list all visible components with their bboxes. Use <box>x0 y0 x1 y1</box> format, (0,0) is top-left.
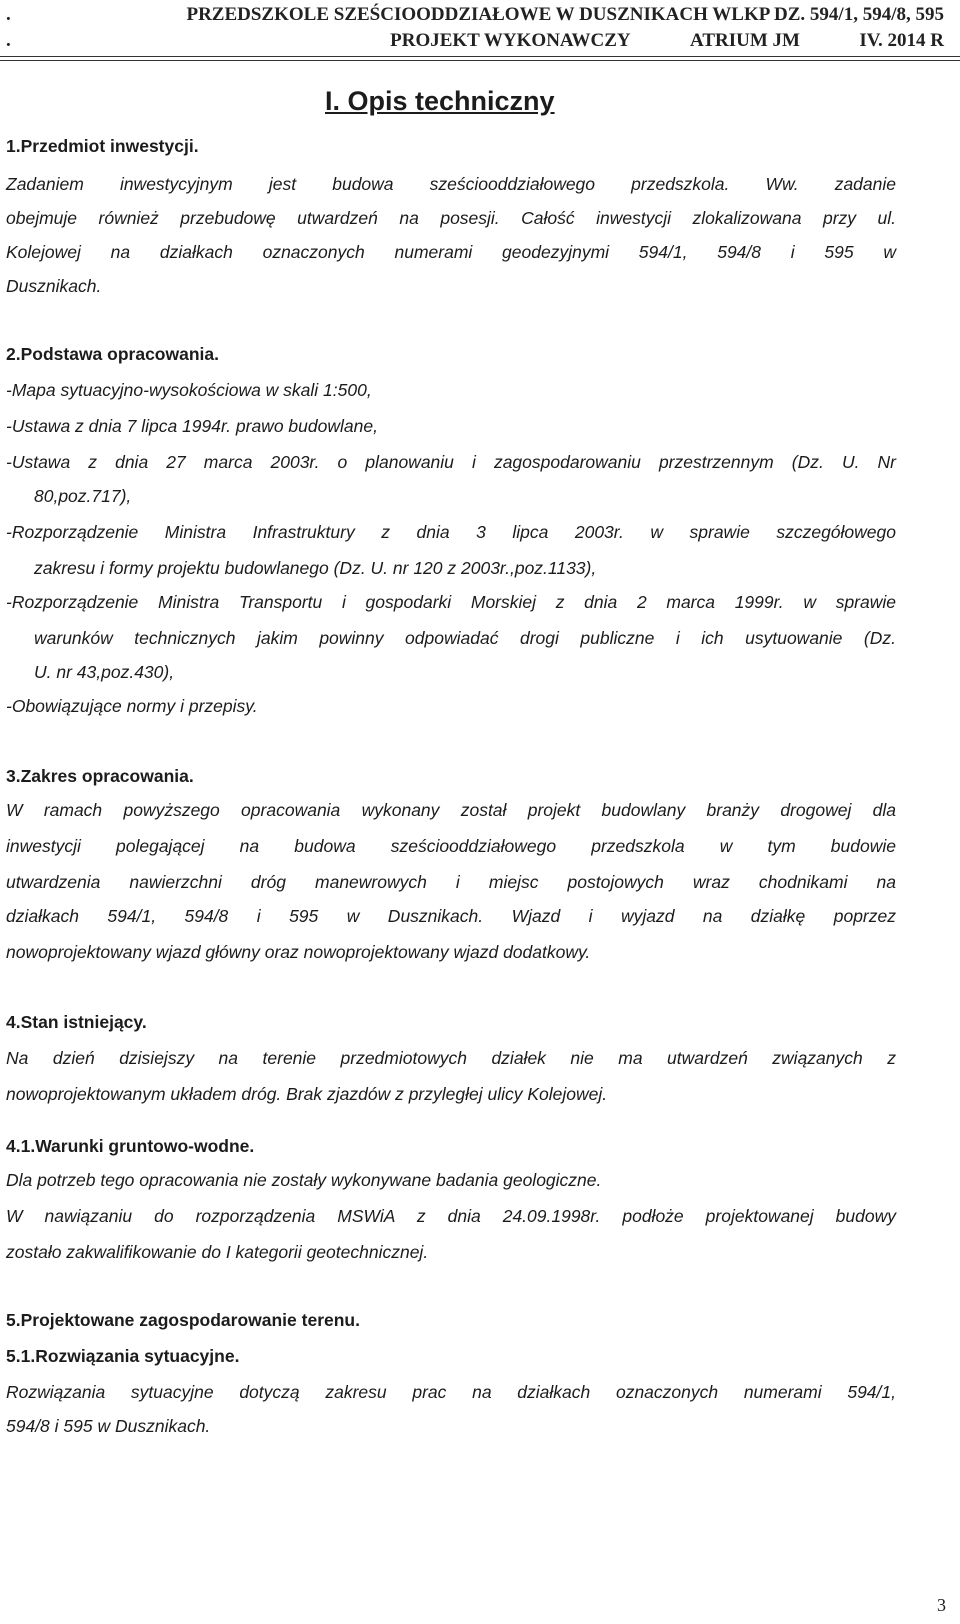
section-2-heading: 2.Podstawa opracowania. <box>6 344 219 364</box>
section-3-line-1: W ramach powyższego opracowania wykonany został projekt budowlany branży drogowej dla <box>6 800 896 820</box>
section-2-item-transport-regulation-cont-1: warunków technicznych jakim powinny odpowiadać drogi publiczne i ich usytuowanie (Dz. <box>34 628 896 648</box>
section-2-item-transport-regulation: -Rozporządzenie Ministra Transportu i gospodarki Morskiej z dnia 2 marca 1999r. w sprawie <box>6 592 896 612</box>
section-4-line-2: nowoprojektowanym układem dróg. Brak zjazdów z przyległej ulicy Kolejowej. <box>6 1084 608 1104</box>
section-1-line-2: obejmuje również przebudowę utwardzeń na posesji. Całość inwestycji zlokalizowana przy ul. <box>6 208 896 228</box>
header-line-2 <box>0 28 944 54</box>
page-header <box>0 2 944 54</box>
section-3-line-4: działkach 594/1, 594/8 i 595 w Dusznikach. Wjazd i wyjazd na działkę poprzez <box>6 906 896 926</box>
section-1-line-4: Dusznikach. <box>6 276 102 296</box>
header-dot-1: . <box>6 4 11 25</box>
section-2-item-infrastructure-regulation: -Rozporządzenie Ministra Infrastruktury z dnia 3 lipca 2003r. w sprawie szczegółowego <box>6 522 896 542</box>
section-2-item-building-law: -Ustawa z dnia 7 lipca 1994r. prawo budowlane, <box>6 416 378 436</box>
section-3-heading: 3.Zakres opracowania. <box>6 766 194 786</box>
header-divider <box>0 56 960 61</box>
header-dot-2: . <box>6 30 11 51</box>
section-2-item-infrastructure-regulation-cont: zakresu i formy projektu budowlanego (Dz. U. nr 120 z 2003r.,poz.1133), <box>34 558 597 578</box>
section-4-heading: 4.Stan istniejący. <box>6 1012 147 1032</box>
section-2-item-transport-regulation-cont-2: U. nr 43,poz.430), <box>34 662 175 682</box>
section-1-line-3: Kolejowej na działkach oznaczonych numerami geodezyjnymi 594/1, 594/8 i 595 w <box>6 242 896 262</box>
section-5-1-heading: 5.1.Rozwiązania sytuacyjne. <box>6 1346 240 1366</box>
section-5-1-line-1: Rozwiązania sytuacyjne dotyczą zakresu prac na działkach oznaczonych numerami 594/1, <box>6 1382 896 1402</box>
section-2-item-map: -Mapa sytuacyjno-wysokościowa w skali 1:500, <box>6 380 372 400</box>
header-line-1 <box>0 2 944 28</box>
section-4-line-1: Na dzień dzisiejszy na terenie przedmiotowych działek nie ma utwardzeń związanych z <box>6 1048 896 1068</box>
section-2-item-norms: -Obowiązujące normy i przepisy. <box>6 696 258 716</box>
section-2-item-planning-law: -Ustawa z dnia 27 marca 2003r. o planowaniu i zagospodarowaniu przestrzennym (Dz. U. Nr <box>6 452 896 472</box>
header-author: ATRIUM JM <box>690 30 800 51</box>
header-project-name: PRZEDSZKOLE SZEŚCIOODDZIAŁOWE W DUSZNIKACH WLKP DZ. 594/1, 594/8, 595 <box>186 4 944 25</box>
section-3-line-3: utwardzenia nawierzchni dróg manewrowych i miejsc postojowych wraz chodnikami na <box>6 872 896 892</box>
section-4-1-line-1: Dla potrzeb tego opracowania nie zostały wykonywane badania geologiczne. <box>6 1170 602 1190</box>
section-5-heading: 5.Projektowane zagospodarowanie terenu. <box>6 1310 360 1330</box>
section-4-1-line-3: zostało zakwalifikowanie do I kategorii geotechnicznej. <box>6 1242 429 1262</box>
section-5-1-line-2: 594/8 i 595 w Dusznikach. <box>6 1416 211 1436</box>
section-2-item-planning-law-cont: 80,poz.717), <box>34 486 132 506</box>
section-1-heading: 1.Przedmiot inwestycji. <box>6 136 199 156</box>
section-4-1-line-2: W nawiązaniu do rozporządzenia MSWiA z dnia 24.09.1998r. podłoże projektowanej budowy <box>6 1206 896 1226</box>
page-number: 3 <box>937 1595 946 1615</box>
document-title: I. Opis techniczny <box>325 86 555 116</box>
section-3-line-5: nowoprojektowany wjazd główny oraz nowoprojektowany wjazd dodatkowy. <box>6 942 591 962</box>
section-3-line-2: inwestycji polegającej na budowa sześciooddziałowego przedszkola w tym budowie <box>6 836 896 856</box>
section-1-line-1: Zadaniem inwestycyjnym jest budowa sześciooddziałowego przedszkola. Ww. zadanie <box>6 174 896 194</box>
header-project-type: PROJEKT WYKONAWCZY <box>390 30 631 51</box>
header-date: IV. 2014 R <box>859 30 944 51</box>
section-4-1-heading: 4.1.Warunki gruntowo-wodne. <box>6 1136 255 1156</box>
